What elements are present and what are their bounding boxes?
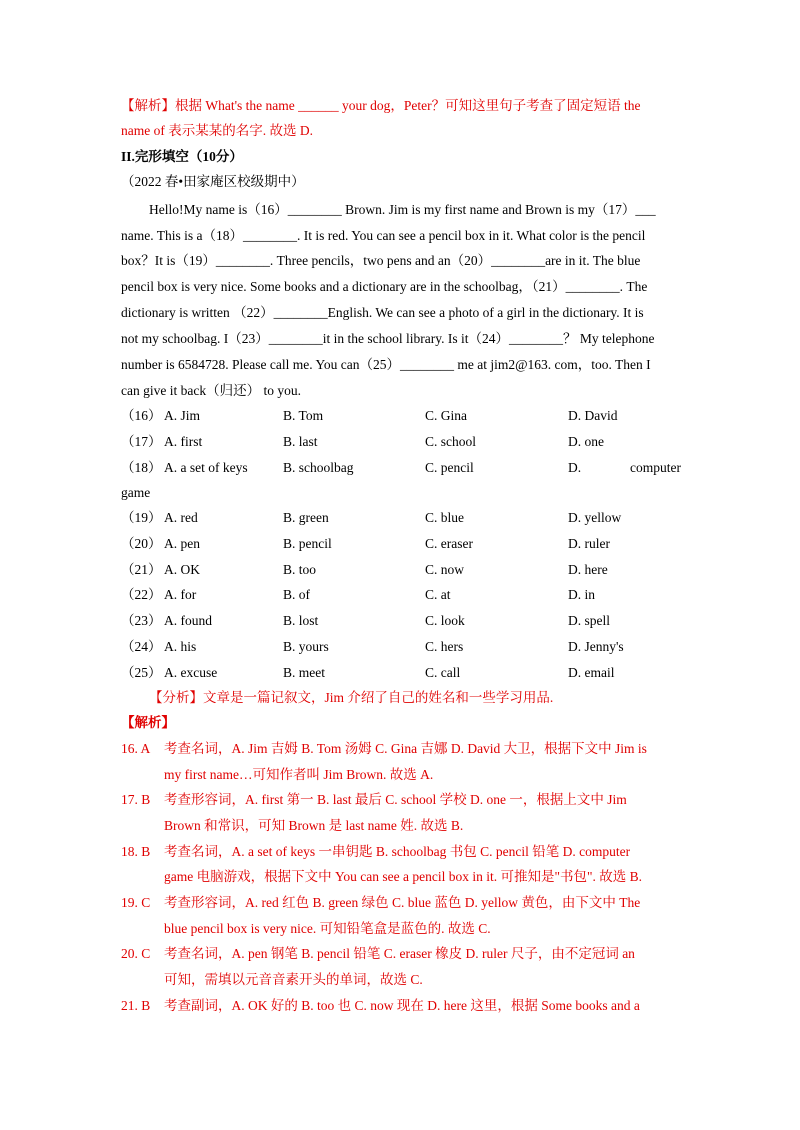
option-c: C. eraser: [425, 536, 473, 551]
section-title: II.完形填空（10分）: [121, 149, 243, 164]
option-wrap-text: game: [121, 485, 151, 500]
option-row: [121, 561, 681, 579]
intro-line-2: name of 表示某某的名字. 故选 D.: [121, 123, 313, 138]
source-line: （2022 春•田家庵区校级期中）: [121, 174, 305, 189]
option-b: B. pencil: [283, 536, 332, 551]
option-row: [121, 433, 681, 451]
option-a: A. red: [164, 510, 198, 525]
option-c: C. now: [425, 562, 465, 577]
option-number: （20）: [121, 536, 162, 551]
option-row: [121, 509, 681, 527]
answer-explanation: 考查副词，A. OK 好的 B. too 也 C. now 现在 D. here 这里，根据 Some books and a: [164, 998, 640, 1013]
option-row: [121, 407, 681, 425]
option-b: B. last: [283, 434, 318, 449]
option-d: D.: [568, 460, 582, 475]
option-c: C. at: [425, 587, 451, 602]
answer-explanation: my first name…可知作者叫 Jim Brown. 故选 A.: [164, 767, 434, 782]
option-d: D. here: [568, 562, 608, 577]
option-row: [121, 586, 681, 604]
jiexi-heading: 【解析】: [121, 715, 175, 730]
intro-line-1: 【解析】根据 What's the name ______ your dog，Peter？可知这里句子考查了固定短语 the: [121, 98, 641, 113]
option-a: A. Jim: [164, 408, 201, 423]
option-row: [121, 535, 681, 553]
answer-explanation: 考查形容词，A. first 第一 B. last 最后 C. school 学校 D. one 一，根据上文中 Jim: [164, 792, 627, 807]
option-b: B. of: [283, 587, 310, 602]
passage-line: number is 6584728. Please call me. You can（25）________ me at jim2@163. com，too. Then I: [121, 357, 651, 372]
option-a: A. a set of keys: [164, 460, 248, 475]
option-number: （25）: [121, 665, 162, 680]
option-c: C. look: [425, 613, 465, 628]
option-b: B. lost: [283, 613, 319, 628]
option-d: D. one: [568, 434, 604, 449]
option-d: D. Jenny's: [568, 639, 624, 654]
answer-number: 17. B: [121, 792, 151, 807]
answer-explanation: 考查名词，A. a set of keys 一串钥匙 B. schoolbag 书包 C. pencil 铅笔 D. computer: [164, 844, 631, 859]
option-number: （22）: [121, 587, 162, 602]
option-a: A. OK: [164, 562, 200, 577]
answer-explanation: 考查名词，A. pen 钢笔 B. pencil 铅笔 C. eraser 橡皮 D. ruler 尺子，由不定冠词 an: [164, 946, 635, 961]
option-d: D. ruler: [568, 536, 610, 551]
option-c: C. hers: [425, 639, 464, 654]
option-d-text: computer: [630, 460, 681, 475]
option-row: [121, 459, 681, 477]
option-b: B. too: [283, 562, 317, 577]
option-d: D. spell: [568, 613, 610, 628]
option-number: （17）: [121, 434, 162, 449]
option-b: B. schoolbag: [283, 460, 354, 475]
option-d: D. email: [568, 665, 615, 680]
answer-explanation: 可知，需填以元音音素开头的单词，故选 C.: [164, 972, 423, 987]
answer-explanation: Brown 和常识，可知 Brown 是 last name 姓. 故选 B.: [164, 818, 464, 833]
option-b: B. green: [283, 510, 329, 525]
option-b: B. meet: [283, 665, 325, 680]
option-b: B. Tom: [283, 408, 324, 423]
option-number: （18）: [121, 460, 162, 475]
passage-line: can give it back（归还） to you.: [121, 383, 301, 398]
option-b: B. yours: [283, 639, 329, 654]
option-a: A. excuse: [164, 665, 218, 680]
option-c: C. call: [425, 665, 461, 680]
option-c: C. school: [425, 434, 477, 449]
answer-explanation: game 电脑游戏，根据下文中 You can see a pencil box in it. 可推知是"书包". 故选 B.: [164, 869, 642, 884]
option-a: A. his: [164, 639, 197, 654]
answer-explanation: blue pencil box is very nice. 可知铅笔盒是蓝色的. 故选 C.: [164, 921, 491, 936]
answer-number: 21. B: [121, 998, 151, 1013]
option-d: D. in: [568, 587, 595, 602]
analysis-line: 【分析】文章是一篇记叙文，Jim 介绍了自己的姓名和一些学习用品.: [149, 690, 554, 705]
answer-number: 20. C: [121, 946, 151, 961]
answer-number: 19. C: [121, 895, 151, 910]
passage-line: box？It is（19）________. Three pencils，two pens and an（20）________are in it. The blue: [121, 253, 641, 268]
option-c: C. pencil: [425, 460, 474, 475]
option-a: A. for: [164, 587, 197, 602]
passage-line: not my schoolbag. I（23）________it in the school library. Is it（24）________？ My telephone: [121, 331, 655, 346]
option-a: A. found: [164, 613, 212, 628]
answer-explanation: 考查名词，A. Jim 吉姆 B. Tom 汤姆 C. Gina 吉娜 D. David 大卫，根据下文中 Jim is: [164, 741, 647, 756]
answer-number: 18. B: [121, 844, 151, 859]
passage-line: name. This is a（18）________. It is red. You can see a pencil box in it. What color is the pencil: [121, 228, 646, 243]
option-a: A. pen: [164, 536, 200, 551]
passage-line: pencil box is very nice. Some books and a dictionary are in the schoolbag，（21）________. The: [121, 279, 648, 294]
answer-explanation: 考查形容词，A. red 红色 B. green 绿色 C. blue 蓝色 D. yellow 黄色，由下文中 The: [164, 895, 641, 910]
option-number: （21）: [121, 562, 162, 577]
option-number: （23）: [121, 613, 162, 628]
option-row: [121, 664, 681, 682]
option-c: C. blue: [425, 510, 464, 525]
option-row: [121, 612, 681, 630]
option-a: A. first: [164, 434, 203, 449]
passage-line: Hello!My name is（16）________ Brown. Jim is my first name and Brown is my（17）___: [149, 202, 656, 217]
option-number: （19）: [121, 510, 162, 525]
option-number: （24）: [121, 639, 162, 654]
answer-number: 16. A: [121, 741, 151, 756]
option-number: （16）: [121, 408, 162, 423]
option-d: D. David: [568, 408, 618, 423]
option-d: D. yellow: [568, 510, 622, 525]
option-c: C. Gina: [425, 408, 467, 423]
passage-line: dictionary is written （22）________English. We can see a photo of a girl in the dictionary. It is: [121, 305, 644, 320]
option-row: [121, 638, 681, 656]
